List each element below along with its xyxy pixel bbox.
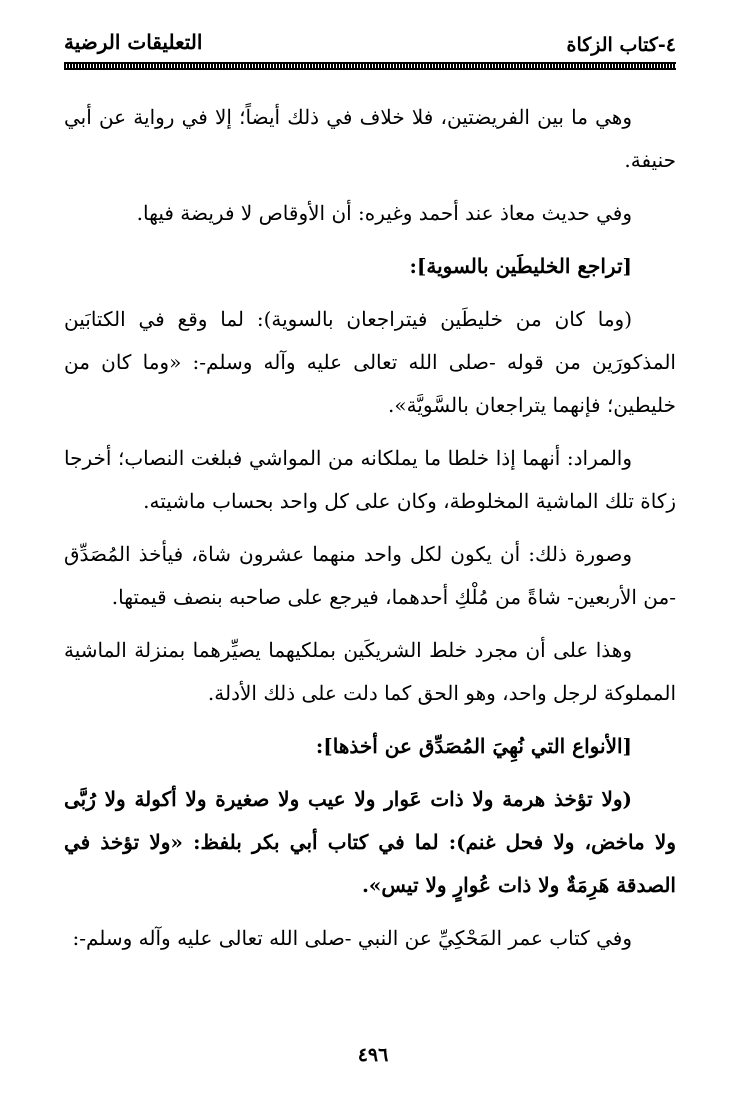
section-heading: [تراجع الخليطَين بالسوية]:	[409, 254, 632, 278]
paragraph: (وما كان من خليطَين فيتراجعان بالسوية): لما وقع في الكتابَين المذكورَين من قوله -صلى الله تعالى عليه وآله وسلم-: «وما كان من خليطين؛ فإنهما يتراجعان بالسَّويَّة».	[64, 307, 676, 417]
book-title: التعليقات الرضية	[64, 30, 203, 54]
page-body	[64, 96, 676, 970]
paragraph: (ولا تؤخذ هرمة ولا ذات عَوار ولا عيب ولا صغيرة ولا أكولة ولا رُبَّى ولا ماخض، ولا فحل غنم): لما في كتاب أبي بكر بلفظ: «ولا تؤخذ في الصدقة هَرِمَةٌ ولا ذات عُوارٍ ولا تيس».	[64, 787, 676, 897]
page-number: ٤٩٦	[357, 1044, 389, 1066]
paragraph: وهذا على أن مجرد خلط الشريكَين بملكيهما يصيِّرهما بمنزلة الماشية المملوكة لرجل واحد، وهو الحق كما دلت على ذلك الأدلة.	[64, 638, 676, 705]
header-rule	[64, 62, 676, 70]
paragraph: وفي كتاب عمر المَحْكِيِّ عن النبي -صلى الله تعالى عليه وآله وسلم-:	[72, 926, 632, 950]
paragraph: وهي ما بين الفريضتين، فلا خلاف في ذلك أيضاً؛ إلا في رواية عن أبي حنيفة.	[64, 105, 676, 172]
paragraph: والمراد: أنهما إذا خلطا ما يملكانه من المواشي فبلغت النصاب؛ أخرجا زكاة تلك الماشية المخلوطة، وكان على كل واحد بحساب ماشيته.	[64, 446, 676, 513]
paragraph: وفي حديث معاذ عند أحمد وغيره: أن الأوقاص لا فريضة فيها.	[136, 201, 632, 225]
paragraph: وصورة ذلك: أن يكون لكل واحد منهما عشرون شاة، فيأخذ المُصَدِّق -من الأربعين- شاةً من مُلْكِ أحدهما، فيرجع على صاحبه بنصف قيمتها.	[64, 542, 676, 609]
section-heading: [الأنواع التي نُهِيَ المُصَدِّق عن أخذها]:	[315, 734, 632, 758]
page-header	[64, 28, 676, 64]
chapter-title: ٤-كتاب الزكاة	[566, 34, 676, 56]
